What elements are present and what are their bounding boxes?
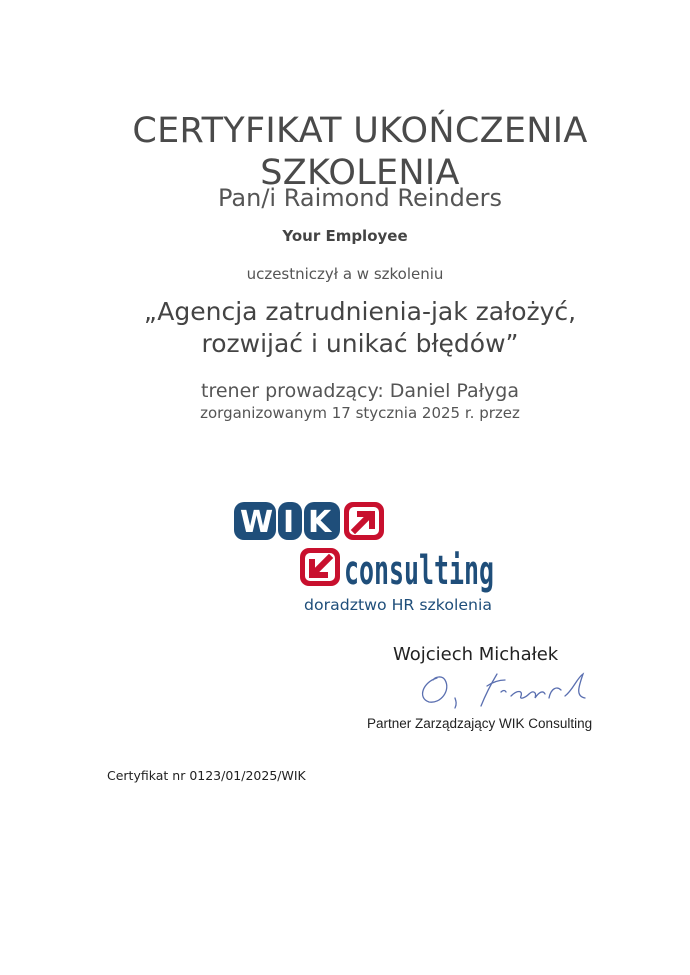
participant-role: Your Employee [282,227,408,245]
logo-arrow-up-icon [344,502,384,540]
certificate-title: CERTYFIKAT UKOŃCZENIA SZKOLENIA [132,111,588,193]
certificate-number: Certyfikat nr 0123/01/2025/WIK [107,768,306,783]
logo-tagline: doradztwo HR szkolenia [304,596,492,614]
signer-name: Wojciech Michałek [393,644,559,665]
logo-arrow-down-icon [300,548,340,586]
svg-text:I: I [283,505,295,540]
logo-wik-letters [234,502,340,540]
svg-text:K: K [308,505,332,540]
course-title [30,296,690,360]
wik-consulting-logo [232,498,497,616]
participated-text: uczestniczył a w szkoleniu [246,265,444,283]
course-title-line-2: rozwijać i unikać błędów” [201,329,519,358]
organized-text: zorganizowanym 17 stycznia 2025 r. przez [200,404,520,422]
trainer-text: trener prowadzący: Daniel Pałyga [201,380,519,402]
course-title-line-1: „Agencja zatrudnienia-jak założyć, [143,297,577,326]
signer-position: Partner Zarządzający WIK Consulting [367,716,593,731]
participant-name: Pan/i Raimond Reinders [218,184,502,212]
svg-text:W: W [240,505,274,540]
handwritten-signature [415,668,595,710]
logo-consulting-word: consulting [344,548,494,594]
